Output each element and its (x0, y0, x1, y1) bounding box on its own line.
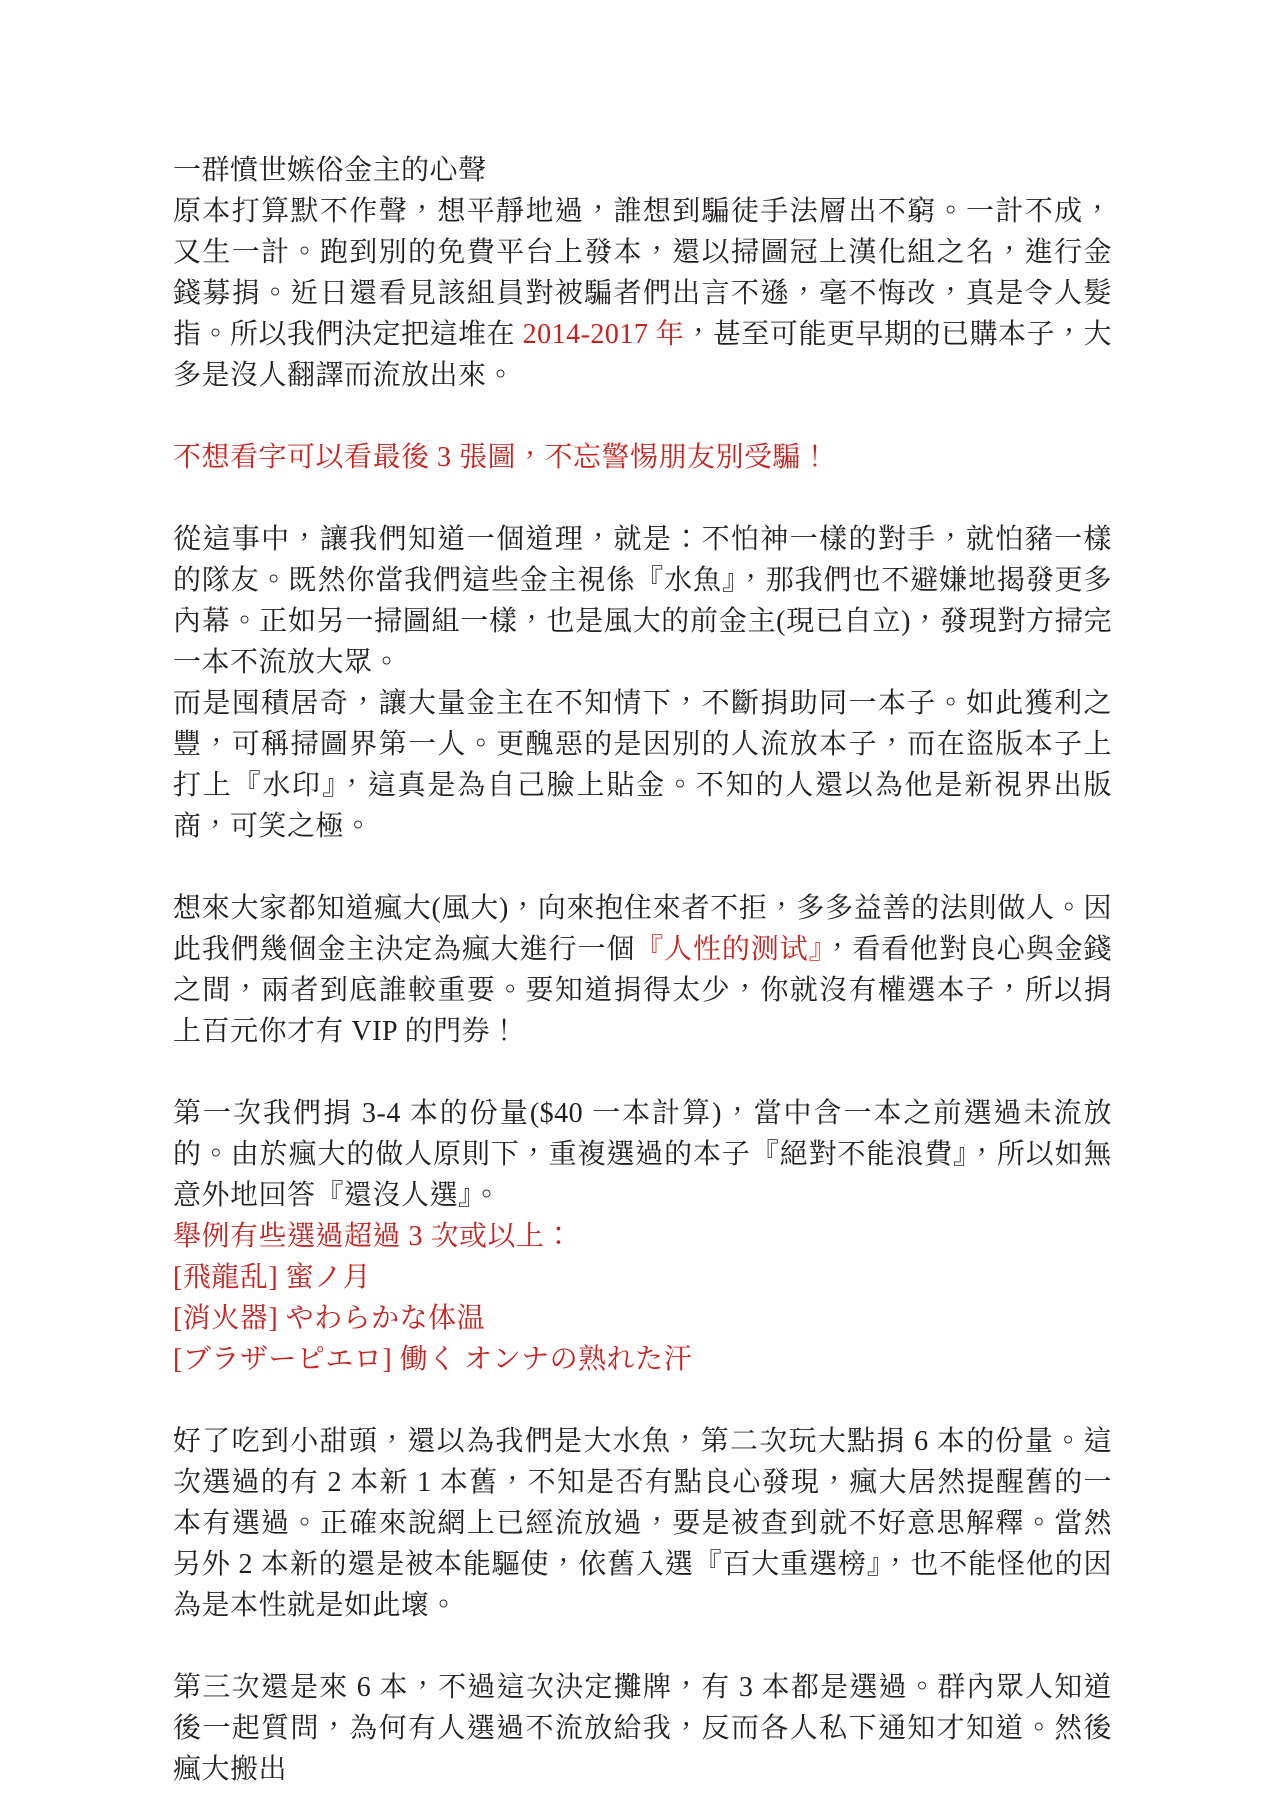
para-lesson (173, 519, 1112, 683)
para-second-donation (173, 1421, 1112, 1626)
para-intro (173, 191, 1112, 396)
example-item-line (173, 1298, 1112, 1339)
para-hoarding (173, 683, 1112, 847)
red-text-segment: 舉例有些選過超過 3 次或以上： (173, 1221, 574, 1252)
text-segment: 原本打算默不作聲，想平靜地過，誰想到騙徒手法層出不窮。一計不成，又生一計。跑到別的免費平台上發本，還以掃圖冠上漢化組之名，進行金錢募捐。近日還看見該組員對被騙者們出言不遜，毫不悔改，真是令人髮指。所以我們決定把這堆在 (173, 196, 1112, 350)
text-segment: 而是囤積居奇，讓大量金主在不知情下，不斷捐助同一本子。如此獲利之豐，可稱掃圖界第一人。更醜惡的是因別的人流放本子，而在盜版本子上打上『水印』，這真是為自己臉上貼金。不知的人還以為他是新視界出版商，可笑之極。 (173, 688, 1112, 842)
spacer (173, 396, 1112, 437)
para-test (173, 888, 1112, 1052)
text-segment: 想來大家都知道瘋大(風大)，向來抱住來者不拒，多多益善的法則做人。因此我們幾個金主決定為瘋大進行一個 (173, 893, 1112, 965)
spacer (173, 1052, 1112, 1093)
text-segment: ，看看他對良心與金錢之間，兩者到底誰較重要。要知道捐得太少，你就沒有權選本子，所以捐上百元你才有 VIP 的門券！ (173, 934, 1112, 1047)
title-line (173, 150, 1112, 191)
example-item-line (173, 1257, 1112, 1298)
text-segment: 第三次還是來 6 本，不過這次決定攤牌，有 3 本都是選過。群內眾人知道後一起質問，為何有人選過不流放給我，反而各人私下通知才知道。然後瘋大搬出 (173, 1672, 1112, 1785)
example-heading-line (173, 1216, 1112, 1257)
spacer (173, 847, 1112, 888)
red-text-segment: 2014-2017 年 (522, 319, 685, 350)
red-text-segment: 『人性的测试』 (635, 934, 824, 965)
text-segment: 從這事中，讓我們知道一個道理，就是：不怕神一樣的對手，就怕豬一樣的隊友。既然你當我們這些金主視係『水魚』，那我們也不避嫌地揭發更多內幕。正如另一掃圖組一樣，也是風大的前金主(現已自立)，發現對方掃完一本不流放大眾。 (173, 524, 1112, 678)
para-third-donation (173, 1667, 1112, 1790)
text-segment: ，甚至可能更早期的已購本子，大多是沒人翻譯而流放出來。 (173, 319, 1112, 391)
para-first-donation (173, 1093, 1112, 1216)
spacer (173, 1380, 1112, 1421)
text-segment: 第一次我們捐 3-4 本的份量($40 一本計算)，當中含一本之前選過未流放的。由於瘋大的做人原則下，重複選過的本子『絕對不能浪費』，所以如無意外地回答『還沒人選』。 (173, 1098, 1112, 1211)
red-text-segment: [消火器] やわらかな体温 (173, 1303, 486, 1334)
red-text-segment: [飛龍乱] 蜜ノ月 (173, 1262, 372, 1293)
spacer (173, 1626, 1112, 1667)
warning-line (173, 437, 1112, 478)
spacer (173, 478, 1112, 519)
text-segment: 好了吃到小甜頭，還以為我們是大水魚，第二次玩大點捐 6 本的份量。這次選過的有 2 本新 1 本舊，不知是否有點良心發現，瘋大居然提醒舊的一本有選過。正確來說網上已經流放過，要是被查到就不好意思解釋。當然另外 2 本新的還是被本能驅使，依舊入選『百大重選榜』，也不能怪他的因為是本性就是如此壞。 (173, 1426, 1112, 1621)
red-text-segment: 不想看字可以看最後 3 張圖，不忘警惕朋友別受騙！ (173, 442, 830, 473)
example-item-line (173, 1339, 1112, 1380)
text-segment: 一群憤世嫉俗金主的心聲 (173, 155, 487, 186)
red-text-segment: [ブラザーピエロ] 働く オンナの熟れた汗 (173, 1344, 693, 1375)
